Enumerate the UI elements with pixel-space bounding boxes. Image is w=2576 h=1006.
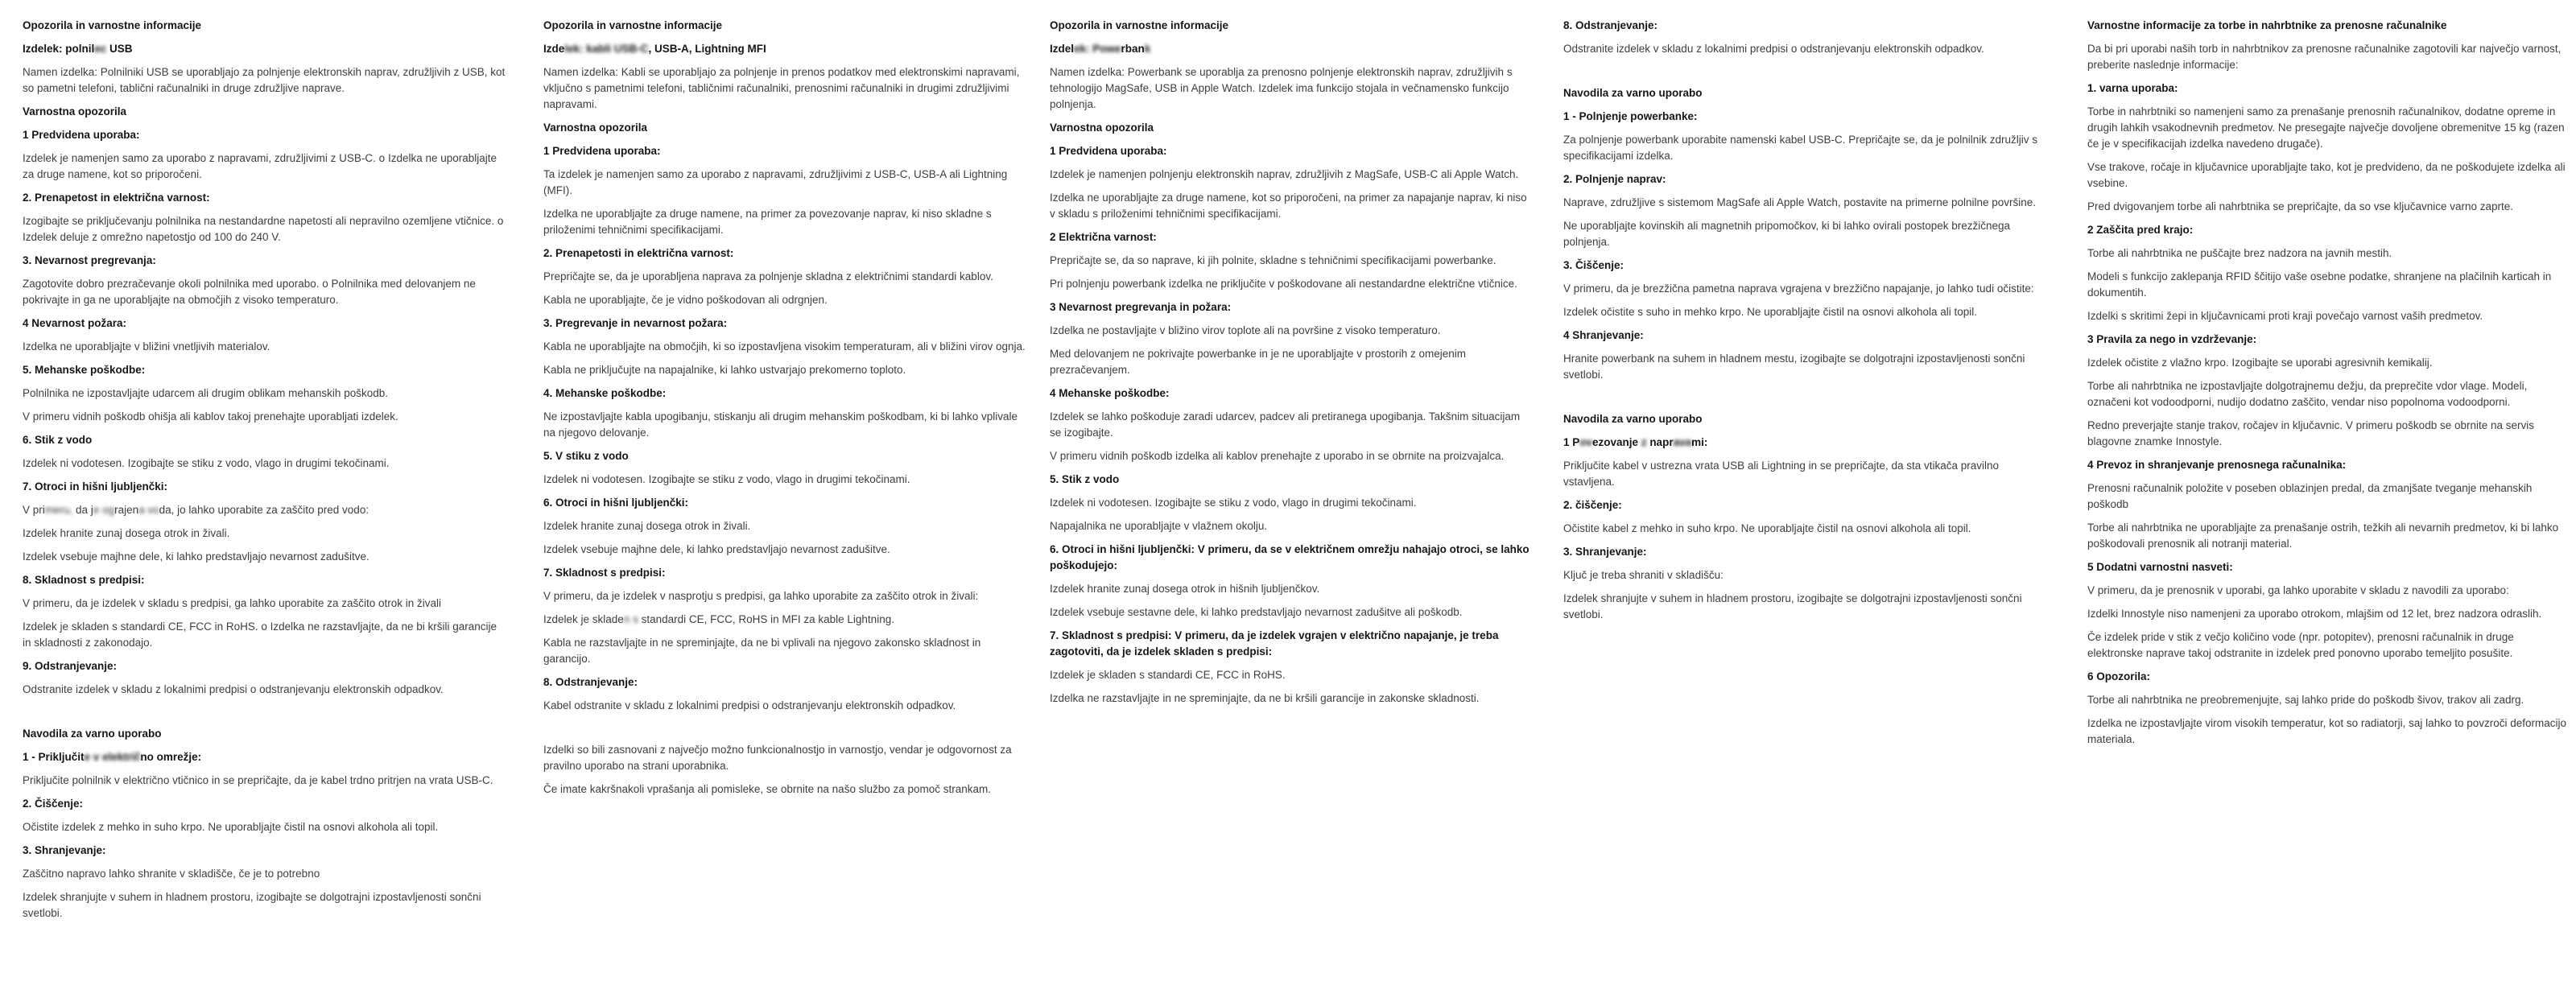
section-heading: 1 - Polnjenje powerbanke: bbox=[1563, 110, 1698, 122]
section-heading: Varnostna opozorila bbox=[1050, 122, 1154, 134]
paragraph: Izdelek očistite s suho in mehko krpo. Ne uporabljajte čistil na osnovi alkohola ali topil. bbox=[1563, 306, 1978, 318]
paragraph: Torbe ali nahrbtnika ne preobremenjujte, saj lahko pride do poškodb šivov, trakov ali zadrg. bbox=[2087, 694, 2524, 706]
text-segment: standardi CE, FCC, RoHS in MFI za kable Lightning. bbox=[638, 613, 894, 625]
text-segment: , USB-A, Lightning MFI bbox=[648, 43, 766, 55]
paragraph: Očistite izdelek z mehko in suho krpo. Ne uporabljajte čistil na osnovi alkohola ali topil. bbox=[23, 821, 439, 833]
text-segment: 1 P bbox=[1563, 436, 1580, 448]
paragraph: Med delovanjem ne pokrivajte powerbanke in je ne uporabljajte v prostorih z omejenim prezračevanjem. bbox=[1050, 348, 1467, 376]
section-heading: 7. Skladnost s predpisi: V primeru, da je izdelek vgrajen v električno napajanje, je treba zagotoviti, da je izdelek skladen s predpisi: bbox=[1050, 629, 1499, 658]
section-heading bbox=[23, 41, 506, 57]
section-heading: 5. V stiku z vodo bbox=[543, 450, 629, 462]
paragraph: Izdelki so bili zasnovani z največjo možno funkcionalnostjo in varnostjo, vendar je odgovornost za pravilno uporabo na strani uporabnika. bbox=[543, 744, 1012, 772]
section-heading: 3 Pravila za nego in vzdrževanje: bbox=[2087, 333, 2257, 345]
column-cables bbox=[543, 18, 1026, 805]
spacer bbox=[1563, 64, 2046, 85]
blurred-text: ek: Powe bbox=[1074, 43, 1121, 55]
blurred-text: ov bbox=[1579, 436, 1593, 448]
paragraph: Izdelek hranite zunaj dosega otrok in hišnih ljubljenčkov. bbox=[1050, 583, 1320, 595]
section-heading: Varnostna opozorila bbox=[543, 122, 648, 134]
paragraph: Priključite polnilnik v električno vtičnico in se prepričajte, da je kabel trdno pritrjen na vrata USB-C. bbox=[23, 774, 493, 786]
section-heading: 8. Skladnost s predpisi: bbox=[23, 574, 145, 586]
paragraph: Napajalnika ne uporabljajte v vlažnem okolju. bbox=[1050, 520, 1268, 532]
paragraph: Polnilnika ne izpostavljajte udarcem ali drugim oblikam mehanskih poškodb. bbox=[23, 387, 388, 399]
paragraph: Izdelka ne uporabljajte za druge namene, kot so priporočeni, na primer za napajanje naprav, ki niso v skladu s priloženimi tehničnimi specifikacijami. bbox=[1050, 192, 1527, 220]
paragraph: Vse trakove, ročaje in ključavnice uporabljajte tako, kot je predvideno, da ne poškodujete izdelka ali vsebine. bbox=[2087, 161, 2566, 189]
section-heading: 8. Odstranjevanje: bbox=[543, 676, 638, 688]
section-heading: 4 Mehanske poškodbe: bbox=[1050, 387, 1170, 399]
paragraph: Izdelki Innostyle niso namenjeni za uporabo otrokom, mlajšim od 12 let, brez nadzora odraslih. bbox=[2087, 608, 2542, 620]
paragraph: Izdelek je namenjen polnjenju elektronskih naprav, združljivih z MagSafe, USB-C ali Apple Watch. bbox=[1050, 168, 1519, 180]
paragraph: Izdelek vsebuje sestavne dele, ki lahko predstavljajo nevarnost zadušitve ali poškodb. bbox=[1050, 606, 1463, 618]
blurred-text: n s bbox=[623, 613, 638, 625]
paragraph: Prepričajte se, da je uporabljena naprava za polnjenje skladna z električnimi standardi kablov. bbox=[543, 270, 993, 282]
section-heading: 3. Čiščenje: bbox=[1563, 259, 1624, 271]
text-segment: ezovanje bbox=[1592, 436, 1641, 448]
section-heading bbox=[23, 749, 506, 765]
paragraph: Da bi pri uporabi naših torb in nahrbtnikov za prenosne računalnike zagotovili kar največjo varnost, preberite naslednje informacije: bbox=[2087, 43, 2562, 71]
section-heading: 4 Nevarnost požara: bbox=[23, 317, 127, 329]
section-heading: 2. Čiščenje: bbox=[23, 798, 84, 810]
paragraph: Torbe in nahrbtniki so namenjeni samo za prenašanje prenosnih računalnikov, dodatne opreme in drugih lahkih vsakodnevnih predmetov. Ne presegajte največje dovoljene obremenitve 15 kg (razen če je v specifikacijah izdelka navedeno drugače). bbox=[2087, 105, 2565, 150]
section-heading: 1 Predvidena uporaba: bbox=[543, 145, 661, 157]
section-heading: Opozorila in varnostne informacije bbox=[23, 19, 202, 31]
paragraph: Izdelek hranite zunaj dosega otrok in živali. bbox=[23, 527, 230, 539]
blurred-text: meru, bbox=[44, 504, 73, 516]
section-heading: 3 Nevarnost pregrevanja in požara: bbox=[1050, 301, 1232, 313]
paragraph: Priključite kabel v ustrezna vrata USB ali Lightning in se prepričajte, da sta vtikača pravilno vstavljena. bbox=[1563, 460, 2000, 488]
paragraph: Pri polnjenju powerbank izdelka ne priključite v poškodovane ali nestandardne električne vtičnice. bbox=[1050, 278, 1517, 290]
paragraph: V primeru vidnih poškodb ohišja ali kablov takoj prenehajte uporabljati izdelek. bbox=[23, 410, 398, 423]
section-heading: 5. Stik z vodo bbox=[1050, 473, 1120, 485]
column-powerbank bbox=[1050, 18, 1533, 714]
paragraph: Odstranite izdelek v skladu z lokalnimi predpisi o odstranjevanju elektronskih odpadkov. bbox=[23, 683, 444, 695]
paragraph: Za polnjenje powerbank uporabite namenski kabel USB-C. Prepričajte se, da je polnilnik združljiv s specifikacijami izdelka. bbox=[1563, 134, 2038, 162]
section-heading: Navodila za varno uporabo bbox=[1563, 87, 1703, 99]
section-heading: 2 Električna varnost: bbox=[1050, 231, 1157, 243]
text-segment: da, jo lahko uporabite za zaščito pred vodo: bbox=[159, 504, 369, 516]
section-heading: Navodila za varno uporabo bbox=[23, 728, 162, 740]
paragraph: Zaščitno napravo lahko shranite v skladišče, če je to potrebno bbox=[23, 868, 320, 880]
section-heading: 3. Shranjevanje: bbox=[1563, 546, 1647, 558]
paragraph: Izdelek vsebuje majhne dele, ki lahko predstavljajo nevarnost zadušitve. bbox=[23, 550, 369, 563]
paragraph: Izdelki s skritimi žepi in ključavnicami proti kraji povečajo varnost vaših predmetov. bbox=[2087, 310, 2483, 322]
text-segment: USB bbox=[106, 43, 133, 55]
paragraph: Izdelek hranite zunaj dosega otrok in živali. bbox=[543, 520, 751, 532]
section-heading: 2. Prenapetost in električna varnost: bbox=[23, 192, 210, 204]
paragraph: Izdelek je namenjen samo za uporabo z napravami, združljivimi z USB-C. o Izdelka ne uporabljajte za druge namene, kot so priporočeni. bbox=[23, 152, 497, 180]
text-segment: mi: bbox=[1691, 436, 1708, 448]
section-heading: 6. Stik z vodo bbox=[23, 434, 93, 446]
paragraph: Izdelek vsebuje majhne dele, ki lahko predstavljajo nevarnost zadušitve. bbox=[543, 543, 890, 555]
paragraph: Kabla ne uporabljajte na območjih, ki so izpostavljena visokim temperaturam, ali v bližini virov ognja. bbox=[543, 340, 1026, 353]
text-segment: rajen bbox=[114, 504, 139, 516]
paragraph: Izdelek očistite z vlažno krpo. Izogibajte se uporabi agresivnih kemikalij. bbox=[2087, 357, 2433, 369]
paragraph bbox=[23, 502, 506, 518]
paragraph: V primeru, da je brezžična pametna naprava vgrajena v brezžično napajanje, jo lahko tudi očistite: bbox=[1563, 282, 2034, 295]
section-heading: 5. Mehanske poškodbe: bbox=[23, 364, 146, 376]
section-heading bbox=[1050, 41, 1533, 57]
section-heading: 6. Otroci in hišni ljubljenčki: V primeru, da se v električnem omrežju nahajajo otroci, se lahko poškodujejo: bbox=[1050, 543, 1530, 571]
paragraph: Pred dvigovanjem torbe ali nahrbtnika se prepričajte, da so vse ključavnice varno zaprte. bbox=[2087, 200, 2514, 212]
blurred-text: a vo bbox=[138, 504, 159, 516]
section-heading: 3. Nevarnost pregrevanja: bbox=[23, 254, 156, 266]
paragraph: Ne uporabljajte kovinskih ali magnetnih pripomočkov, ki bi lahko ovirali postopek brezžičnega polnjenja. bbox=[1563, 220, 2011, 248]
section-heading: 1 Predvidena uporaba: bbox=[23, 129, 140, 141]
spacer bbox=[1563, 390, 2046, 411]
paragraph: Izdelek shranjujte v suhem in hladnem prostoru, izogibajte se dolgotrajni izpostavljenosti sončni svetlobi. bbox=[23, 891, 481, 919]
section-heading: 1 Predvidena uporaba: bbox=[1050, 145, 1167, 157]
paragraph: Redno preverjajte stanje trakov, ročajev in ključavnic. V primeru poškodb se obrnite na servis blagovne znamke Innostyle. bbox=[2087, 419, 2535, 447]
section-heading: 2. Polnjenje naprav: bbox=[1563, 173, 1666, 185]
paragraph: Izdelka ne izpostavljajte virom visokih temperatur, kot so radiatorji, saj lahko to povzroči deformacijo materiala. bbox=[2087, 717, 2567, 745]
section-heading: 3. Pregrevanje in nevarnost požara: bbox=[543, 317, 728, 329]
paragraph: Izdelka ne uporabljajte za druge namene, na primer za povezovanje naprav, ki niso skladne s priloženimi tehničnimi specifikacijami. bbox=[543, 208, 992, 236]
text-segment: rban bbox=[1121, 43, 1145, 55]
paragraph: Izogibajte se priključevanju polnilnika na nestandardne napetosti ali nepravilno ozemljene vtičnice. o Izdelek deluje z omrežno napetostjo od 100 do 240 V. bbox=[23, 215, 504, 243]
paragraph: Torbe ali nahrbtnika ne uporabljajte za prenašanje ostrih, težkih ali nevarnih predmetov, ki bi lahko poškodovali prenosnik ali notranji material. bbox=[2087, 522, 2559, 550]
column-usb-charger bbox=[23, 18, 506, 929]
paragraph: Kabel odstranite v skladu z lokalnimi predpisi o odstranjevanju elektronskih odpadkov. bbox=[543, 699, 956, 711]
paragraph: Prenosni računalnik položite v poseben oblazinjen predal, da zmanjšate tveganje mehanskih poškodb bbox=[2087, 482, 2533, 510]
blurred-text: lek: kabli USB-C bbox=[564, 43, 649, 55]
section-heading: Navodila za varno uporabo bbox=[1563, 413, 1703, 425]
paragraph: Ne izpostavljajte kabla upogibanju, stiskanju ali drugim mehanskim poškodbam, ki bi lahko vplivale na njegovo delovanje. bbox=[543, 410, 1018, 439]
blurred-text: e v električ bbox=[84, 751, 141, 763]
paragraph: V primeru, da je prenosnik v uporabi, ga lahko uporabite v skladu z navodili za uporabo: bbox=[2087, 584, 2509, 596]
paragraph: Izdelka ne uporabljajte v bližini vnetljivih materialov. bbox=[23, 340, 270, 353]
section-heading: 5 Dodatni varnostni nasveti: bbox=[2087, 561, 2233, 573]
section-heading: 1. varna uporaba: bbox=[2087, 82, 2178, 94]
blurred-text: e og bbox=[93, 504, 115, 516]
paragraph: Torbe ali nahrbtnika ne izpostavljajte dolgotrajnemu dežju, da preprečite vdor vlage. Modeli, označeni kot vodoodporni, nudijo dodatno zaščito, vendar niso popolnoma vodoodporni. bbox=[2087, 380, 2528, 408]
paragraph: Torbe ali nahrbtnika ne puščajte brez nadzora na javnih mestih. bbox=[2087, 247, 2392, 259]
text-segment: no omrežje: bbox=[140, 751, 202, 763]
paragraph: Izdelek je skladen s standardi CE, FCC in RoHS. o Izdelka ne razstavljajte, da ne bi kršili garancije in skladnosti z zakonodajo. bbox=[23, 621, 497, 649]
column-laptop-bags bbox=[2087, 18, 2570, 755]
section-heading: 8. Odstranjevanje: bbox=[1563, 19, 1658, 31]
paragraph: Kabla ne uporabljajte, če je vidno poškodovan ali odrgnjen. bbox=[543, 294, 828, 306]
section-heading: Varnostne informacije za torbe in nahrbtnike za prenosne računalnike bbox=[2087, 19, 2447, 31]
text-segment: da j bbox=[72, 504, 93, 516]
paragraph: Odstranite izdelek v skladu z lokalnimi predpisi o odstranjevanju elektronskih odpadkov. bbox=[1563, 43, 1984, 55]
text-segment: Izdel bbox=[1050, 43, 1075, 55]
text-segment: napr bbox=[1646, 436, 1674, 448]
paragraph: Kabla ne priključujte na napajalnike, ki lahko ustvarjajo prekomerno toploto. bbox=[543, 364, 906, 376]
section-heading: Opozorila in varnostne informacije bbox=[1050, 19, 1229, 31]
spacer bbox=[543, 721, 1026, 742]
section-heading: 7. Skladnost s predpisi: bbox=[543, 567, 666, 579]
section-heading: 7. Otroci in hišni ljubljenčki: bbox=[23, 480, 168, 493]
paragraph: Ta izdelek je namenjen samo za uporabo z napravami, združljivimi z USB-C, USB-A ali Lightning (MFI). bbox=[543, 168, 1008, 196]
paragraph: Naprave, združljive s sistemom MagSafe ali Apple Watch, postavite na primerne polnilne površine. bbox=[1563, 196, 2037, 208]
blurred-text: ava bbox=[1673, 436, 1692, 448]
paragraph: Če imate kakršnakoli vprašanja ali pomisleke, se obrnite na našo službo za pomoč strankam. bbox=[543, 783, 992, 795]
paragraph: Očistite kabel z mehko in suho krpo. Ne uporabljajte čistil na osnovi alkohola ali topil. bbox=[1563, 522, 1971, 534]
section-heading: 4 Shranjevanje: bbox=[1563, 329, 1644, 341]
section-heading: 2. čiščenje: bbox=[1563, 499, 1622, 511]
paragraph: Če izdelek pride v stik z večjo količino vode (npr. potopitev), prenosni računalnik in druge elektronske naprave takoj odstranite in izdelek pred ponovno uporabo temeljito posušite. bbox=[2087, 631, 2514, 659]
paragraph: Izdelka ne razstavljajte in ne spreminjajte, da ne bi kršili garancije in zakonske skladnosti. bbox=[1050, 692, 1480, 704]
section-heading: 3. Shranjevanje: bbox=[23, 844, 106, 856]
section-heading: 4 Prevoz in shranjevanje prenosnega računalnika: bbox=[2087, 459, 2347, 471]
paragraph: Izdelek shranjujte v suhem in hladnem prostoru, izogibajte se dolgotrajni izpostavljenosti sončni svetlobi. bbox=[1563, 592, 2022, 621]
text-segment: 1 - Priključit bbox=[23, 751, 85, 763]
section-heading: 2. Prenapetosti in električna varnost: bbox=[543, 247, 734, 259]
paragraph: Izdelek ni vodotesen. Izogibajte se stiku z vodo, vlago in drugimi tekočinami. bbox=[1050, 497, 1417, 509]
paragraph: Zagotovite dobro prezračevanje okoli polnilnika med uporabo. o Polnilnika med delovanjem ne pokrivajte in ga ne uporabljajte na območjih z visoko temperaturo. bbox=[23, 278, 476, 306]
text-segment: Izde bbox=[543, 43, 565, 55]
paragraph: Namen izdelka: Kabli se uporabljajo za polnjenje in prenos podatkov med elektronskimi napravami, vključno s pametnimi telefoni, tabličnimi računalniki, prenosnimi računalniki in drugimi združljivimi napravami. bbox=[543, 66, 1020, 110]
paragraph: Izdelek se lahko poškoduje zaradi udarcev, padcev ali pretiranega upogibanja. Takšnim situacijam se izogibajte. bbox=[1050, 410, 1521, 439]
paragraph: Namen izdelka: Powerbank se uporablja za prenosno polnjenje elektronskih naprav, združljivih s tehnologijo MagSafe, USB in Apple Watch. Izdelek ima funkcijo stojala in večnamensko funkcijo polnjenja. bbox=[1050, 66, 1513, 110]
text-segment: Izdelek je sklade bbox=[543, 613, 624, 625]
blurred-text: ec bbox=[94, 43, 107, 55]
section-heading bbox=[543, 41, 1026, 57]
text-segment: V pri bbox=[23, 504, 45, 516]
paragraph: Namen izdelka: Polnilniki USB se uporabljajo za polnjenje elektronskih naprav, združljivih z USB, kot so pametni telefoni, tablični računalniki in druge združljive naprave. bbox=[23, 66, 506, 94]
blurred-text: z bbox=[1641, 436, 1647, 448]
section-heading: 2 Zaščita pred krajo: bbox=[2087, 224, 2194, 236]
paragraph: Hranite powerbank na suhem in hladnem mestu, izogibajte se dolgotrajni izpostavljenosti sončni svetlobi. bbox=[1563, 353, 2025, 381]
paragraph: V primeru, da je izdelek v skladu s predpisi, ga lahko uporabite za zaščito otrok in živali bbox=[23, 597, 442, 609]
paragraph: Kabla ne razstavljajte in ne spreminjajte, da ne bi vplivali na njegovo zakonsko skladnost in garancijo. bbox=[543, 637, 981, 665]
section-heading: 6 Opozorila: bbox=[2087, 670, 2151, 682]
section-heading: 6. Otroci in hišni ljubljenčki: bbox=[543, 497, 689, 509]
paragraph bbox=[543, 612, 1026, 628]
paragraph: Izdelek ni vodotesen. Izogibajte se stiku z vodo, vlago in drugimi tekočinami. bbox=[543, 473, 910, 485]
section-heading bbox=[1563, 435, 2046, 451]
paragraph: Ključ je treba shraniti v skladišču: bbox=[1563, 569, 1724, 581]
paragraph: Izdelek ni vodotesen. Izogibajte se stiku z vodo, vlago in drugimi tekočinami. bbox=[23, 457, 390, 469]
paragraph: Izdelka ne postavljajte v bližino virov toplote ali na površine z visoko temperaturo. bbox=[1050, 324, 1441, 336]
paragraph: Izdelek je skladen s standardi CE, FCC in RoHS. bbox=[1050, 669, 1286, 681]
paragraph: Modeli s funkcijo zaklepanja RFID ščitijo vaše osebne podatke, shranjene na plačilnih karticah in dokumentih. bbox=[2087, 270, 2552, 299]
blurred-text: k bbox=[1144, 43, 1151, 55]
paragraph: V primeru, da je izdelek v nasprotju s predpisi, ga lahko uporabite za zaščito otrok in živali: bbox=[543, 590, 979, 602]
section-heading: Opozorila in varnostne informacije bbox=[543, 19, 723, 31]
spacer bbox=[23, 705, 506, 726]
column-usage-instructions bbox=[1563, 18, 2046, 630]
text-segment: Izdelek: polnil bbox=[23, 43, 95, 55]
paragraph: V primeru vidnih poškodb izdelka ali kablov prenehajte z uporabo in se obrnite na proizvajalca. bbox=[1050, 450, 1505, 462]
paragraph: Prepričajte se, da so naprave, ki jih polnite, skladne s tehničnimi specifikacijami powerbanke. bbox=[1050, 254, 1496, 266]
section-heading: 4. Mehanske poškodbe: bbox=[543, 387, 667, 399]
section-heading: 9. Odstranjevanje: bbox=[23, 660, 118, 672]
section-heading: Varnostna opozorila bbox=[23, 105, 127, 118]
